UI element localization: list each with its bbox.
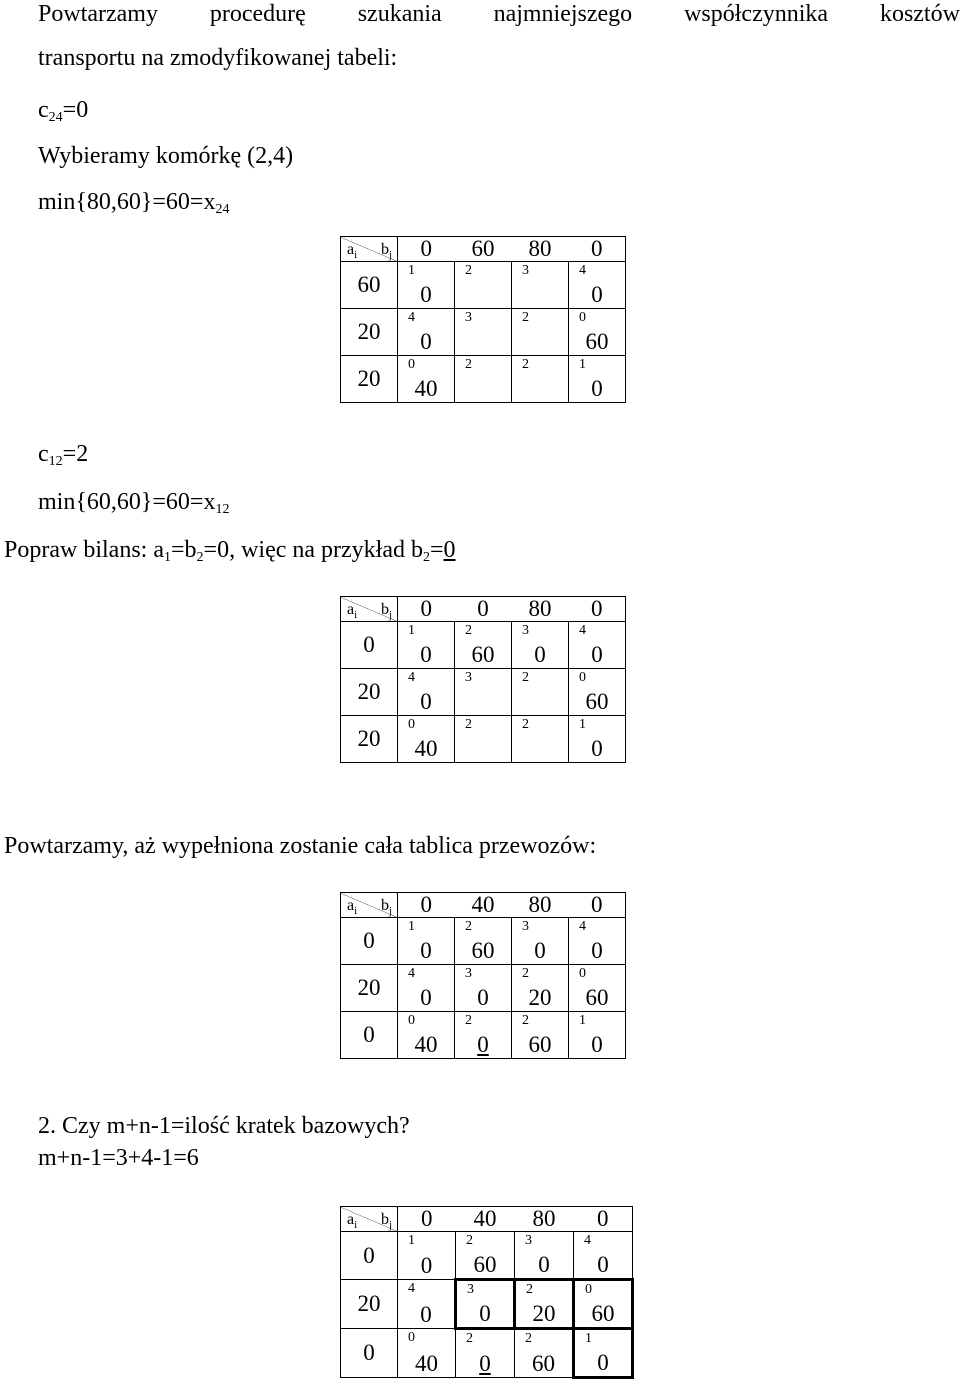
supply-a2: 20 (341, 1280, 398, 1329)
cell-r2-c1 (398, 309, 455, 356)
shipment: 60 (532, 1351, 555, 1376)
corner-cell (341, 237, 398, 262)
cost: 2 (465, 919, 472, 934)
cell-r2-c4 (569, 965, 626, 1012)
transport-table-2 (340, 596, 626, 763)
shipment: 0 (591, 376, 603, 401)
shipment: 0 (591, 736, 603, 761)
header-row (341, 893, 626, 918)
b-index: j (389, 905, 393, 917)
cell-r3-c1 (398, 356, 455, 403)
cost: 1 (579, 357, 586, 372)
shipment: 40 (414, 1032, 438, 1057)
cell-r3-c4 (569, 1012, 626, 1059)
b-letter: b (381, 241, 389, 258)
shipment: 0 (597, 1252, 609, 1277)
a-index: i (354, 1219, 358, 1231)
word: procedurę (209, 1, 306, 27)
a-letter: a (347, 601, 355, 618)
demand-b3: 80 (512, 597, 569, 622)
supply-a1: 0 (341, 622, 398, 669)
cost: 3 (465, 966, 472, 981)
paragraph-line-2: transportu na zmodyfikowanej tabeli: (38, 45, 398, 71)
cell-r3-c3 (515, 1329, 574, 1378)
corner-cell (341, 1207, 398, 1232)
cost: 4 (408, 966, 415, 981)
shipment: 0 (591, 1032, 603, 1057)
table-row (341, 1012, 626, 1059)
cost: 1 (408, 263, 415, 278)
shipment: 0 (538, 1252, 550, 1277)
table-row (341, 622, 626, 669)
a-index: i (354, 609, 358, 621)
demand-b3: 80 (512, 237, 569, 262)
transport-table-1 (340, 236, 626, 403)
cell-r3-c4 (574, 1329, 633, 1378)
cost: 3 (467, 1282, 474, 1297)
cost: 2 (466, 1331, 473, 1346)
cost: 2 (522, 357, 529, 372)
demand-b4: 0 (569, 237, 626, 262)
shipment: 60 (471, 938, 495, 963)
cost: 2 (522, 1013, 529, 1028)
shipment: 0 (597, 1350, 609, 1375)
supply-a2: 20 (341, 309, 398, 356)
paragraph-line-1 (38, 0, 960, 28)
cell-r3-c4 (569, 356, 626, 403)
cost: 3 (522, 263, 529, 278)
demand-b3: 80 (515, 1207, 574, 1232)
cost: 0 (579, 310, 586, 325)
shipment: 60 (585, 329, 609, 354)
cost: 1 (408, 919, 415, 934)
shipment: 60 (528, 1032, 552, 1057)
cost: 4 (579, 623, 586, 638)
demand-b4: 0 (569, 893, 626, 918)
cell-r1-c2 (455, 262, 512, 309)
cell-r2-c1 (398, 965, 455, 1012)
cost: 3 (522, 623, 529, 638)
cell-r1-c4 (574, 1232, 633, 1280)
cost: 3 (525, 1233, 532, 1248)
b-index: j (389, 1219, 393, 1231)
cost: 4 (408, 310, 415, 325)
transport-table-4 (340, 1206, 634, 1379)
cell-r2-c1 (398, 1280, 456, 1329)
shipment: 40 (414, 736, 438, 761)
cell-r2-c3 (512, 309, 569, 356)
cell-r2-c2 (456, 1280, 515, 1329)
cost: 4 (408, 1281, 415, 1296)
demand-b3: 80 (512, 893, 569, 918)
shipment: 0 (534, 642, 546, 667)
table-row (341, 356, 626, 403)
word: kosztów (879, 1, 960, 27)
shipment: 0 (477, 985, 489, 1010)
demand-b2: 60 (455, 237, 512, 262)
supply-a3: 20 (341, 356, 398, 403)
supply-a1: 0 (341, 918, 398, 965)
cell-r2-c3 (512, 965, 569, 1012)
shipment: 40 (414, 376, 438, 401)
cell-r1-c2 (455, 918, 512, 965)
cost: 0 (579, 670, 586, 685)
c24-equation: $c_{24}=0$ (38, 97, 89, 125)
demand-b2: 40 (456, 1207, 515, 1232)
demand-b1: 0 (398, 597, 455, 622)
cost: 4 (579, 263, 586, 278)
table-row (341, 918, 626, 965)
demand-b1: 0 (398, 893, 455, 918)
shipment: 20 (532, 1301, 556, 1326)
cost: 2 (526, 1282, 533, 1297)
header-row (341, 597, 626, 622)
supply-a1: 0 (341, 1232, 398, 1280)
cost: 2 (465, 263, 472, 278)
cell-r2-c4 (574, 1280, 633, 1329)
b-letter: b (381, 601, 389, 618)
cell-r1-c3 (515, 1232, 574, 1280)
cell-r1-c1 (398, 1232, 456, 1280)
cost: 2 (465, 717, 472, 732)
cost: 1 (408, 623, 415, 638)
shipment: 20 (528, 985, 552, 1010)
demand-b4: 0 (569, 597, 626, 622)
shipment: 0 (420, 642, 432, 667)
min-equation-1: $\min\{80,60\}=60=x_{24}$ (38, 189, 230, 217)
supply-a3: 20 (341, 716, 398, 763)
cell-r1-c3 (512, 918, 569, 965)
shipment: 0 (420, 1253, 433, 1278)
demand-b1: 0 (398, 1207, 456, 1232)
table-row (341, 1329, 633, 1378)
cost: 1 (408, 1233, 415, 1248)
cell-r2-c1 (398, 669, 455, 716)
cost: 0 (408, 1330, 415, 1345)
cell-r1-c3 (512, 262, 569, 309)
cost: 2 (522, 717, 529, 732)
cell-r3-c2 (456, 1329, 515, 1378)
table-row (341, 965, 626, 1012)
cell-r1-c4 (569, 918, 626, 965)
shipment: 0 (591, 642, 603, 667)
shipment: 0 (591, 282, 603, 307)
b-index: j (389, 609, 393, 621)
cell-r1-c1 (398, 622, 455, 669)
cell-r3-c4 (569, 716, 626, 763)
word: najmniejszego (493, 1, 633, 27)
cell-r3-c3 (512, 716, 569, 763)
a-index: i (354, 905, 358, 917)
a-index: i (354, 249, 358, 261)
cost: 2 (465, 1013, 472, 1028)
cell-r2-c4 (569, 309, 626, 356)
cell-r1-c2 (456, 1232, 515, 1280)
cost: 2 (525, 1331, 532, 1346)
shipment: 60 (591, 1301, 615, 1326)
cell-r1-c1 (398, 262, 455, 309)
b-letter: b (381, 1211, 389, 1228)
shipment: 0 (591, 938, 603, 963)
cost: 1 (585, 1331, 592, 1346)
shipment: 0 (420, 282, 432, 307)
cost: 2 (522, 670, 529, 685)
shipment: 0 (477, 1032, 489, 1057)
supply-a3: 0 (341, 1012, 398, 1059)
question-2-answer: m+n-1=3+4-1=6 (38, 1145, 199, 1171)
cost: 4 (408, 670, 415, 685)
cost: 0 (408, 1013, 415, 1028)
choose-cell-line: Wybieramy komórkę (2,4) (38, 143, 294, 169)
header-row (341, 1207, 633, 1232)
cost: 0 (408, 717, 415, 732)
cell-r3-c2 (455, 356, 512, 403)
table-row (341, 309, 626, 356)
a-letter: a (347, 241, 355, 258)
cell-r1-c2 (455, 622, 512, 669)
min-equation-2: $\min\{60,60\}=60=x_{12}$ (38, 489, 230, 517)
transport-table-3 (340, 892, 626, 1059)
word: współczynnika (684, 1, 829, 27)
cost: 0 (579, 966, 586, 981)
supply-a2: 20 (341, 965, 398, 1012)
demand-b2: 0 (455, 597, 512, 622)
shipment: 0 (479, 1351, 491, 1376)
cell-r2-c4 (569, 669, 626, 716)
cost: 3 (465, 310, 472, 325)
cell-r2-c2 (455, 669, 512, 716)
table-row (341, 669, 626, 716)
cell-r2-c3 (515, 1280, 574, 1329)
cell-r1-c4 (569, 622, 626, 669)
cell-r3-c1 (398, 1012, 455, 1059)
word: Powtarzamy (38, 1, 158, 27)
shipment: 0 (420, 985, 432, 1010)
cell-r3-c1 (398, 1329, 456, 1378)
cell-r1-c1 (398, 918, 455, 965)
cost: 2 (465, 623, 472, 638)
cost: 0 (408, 357, 415, 372)
popraw-bilans-line: Popraw bilans: $a_1=b_2=0$, więc na przykład $b_2=0$ (4, 537, 456, 565)
cost: 2 (522, 310, 529, 325)
shipment: 0 (420, 1302, 432, 1327)
table-row (341, 262, 626, 309)
shipment: 60 (585, 985, 609, 1010)
cost: 1 (579, 717, 586, 732)
table-row (341, 1232, 633, 1280)
cost: 1 (579, 1013, 586, 1028)
shipment: 0 (420, 329, 432, 354)
cell-r2-c3 (512, 669, 569, 716)
shipment: 0 (420, 938, 432, 963)
question-2: 2. Czy m+n-1=ilość kratek bazowych? (38, 1113, 410, 1139)
cell-r3-c3 (512, 356, 569, 403)
shipment: 0 (420, 689, 432, 714)
shipment: 60 (473, 1252, 497, 1277)
header-row (341, 237, 626, 262)
table-row (341, 1280, 633, 1329)
demand-b2: 40 (455, 893, 512, 918)
a-letter: a (347, 897, 355, 914)
shipment: 60 (471, 642, 495, 667)
cost: 4 (579, 919, 586, 934)
shipment: 0 (534, 938, 546, 963)
supply-a3: 0 (341, 1329, 398, 1378)
cost: 3 (522, 919, 529, 934)
cell-r3-c2 (455, 1012, 512, 1059)
cost: 2 (466, 1233, 473, 1248)
corner-cell (341, 597, 398, 622)
repeat-line: Powtarzamy, aż wypełniona zostanie cała tablica przewozów: (4, 833, 597, 859)
cell-r2-c2 (455, 309, 512, 356)
b-letter: b (381, 897, 389, 914)
corner-cell (341, 893, 398, 918)
demand-b1: 0 (398, 237, 455, 262)
cell-r2-c2 (455, 965, 512, 1012)
a-letter: a (347, 1211, 355, 1228)
cell-r1-c3 (512, 622, 569, 669)
cell-r1-c4 (569, 262, 626, 309)
cell-r3-c2 (455, 716, 512, 763)
c12-equation: $c_{12}=2$ (38, 441, 89, 469)
shipment: 60 (585, 689, 609, 714)
word: szukania (357, 1, 442, 27)
shipment: 0 (479, 1301, 491, 1326)
cost: 2 (522, 966, 529, 981)
cost: 2 (465, 357, 472, 372)
table-row (341, 716, 626, 763)
cost: 4 (584, 1233, 591, 1248)
cell-r3-c1 (398, 716, 455, 763)
cost: 3 (465, 670, 472, 685)
cost: 0 (585, 1282, 592, 1297)
cell-r3-c3 (512, 1012, 569, 1059)
supply-a2: 20 (341, 669, 398, 716)
supply-a1: 60 (341, 262, 398, 309)
demand-b4: 0 (574, 1207, 633, 1232)
shipment: 40 (415, 1351, 438, 1376)
b-index: j (389, 249, 393, 261)
